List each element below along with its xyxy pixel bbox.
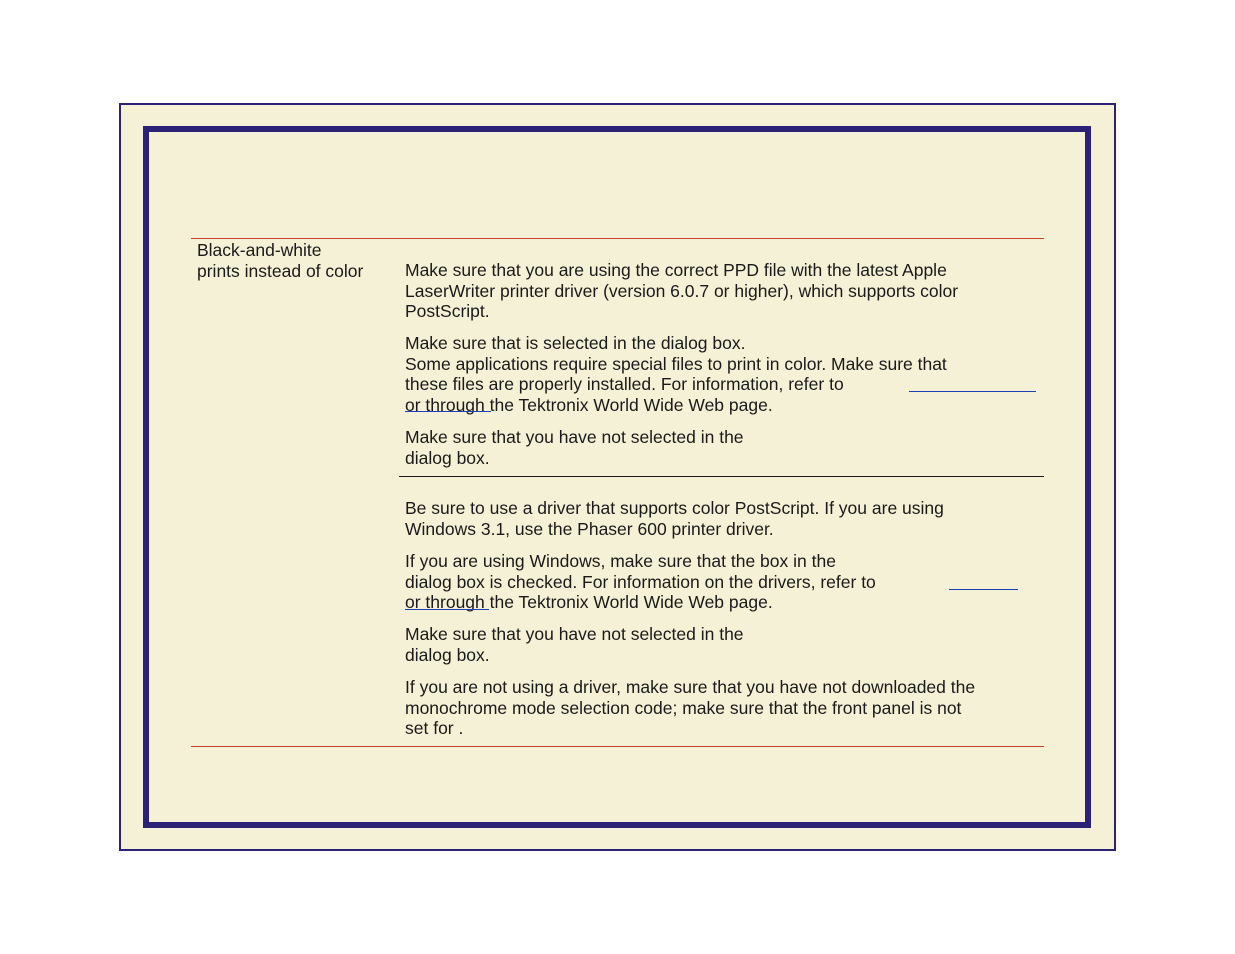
pc-reference-link[interactable] <box>949 589 1018 590</box>
mac-reference-link[interactable] <box>909 391 1036 392</box>
pc-solution-1: Be sure to use a driver that supports color PostScript. If you are using Windows 3.1, use the Phaser 600 printer driver. <box>405 498 944 539</box>
mac-solution-3: Make sure that you have not selected in the dialog box. <box>405 427 744 468</box>
pc-solution-3: Make sure that you have not selected in the dialog box. <box>405 624 744 665</box>
table-top-rule <box>191 238 1044 239</box>
mac-reference-link-continued[interactable] <box>405 411 491 412</box>
problem-cell: Black-and-white prints instead of color <box>197 240 364 281</box>
pc-solution-2: If you are using Windows, make sure that the box in the dialog box is checked. For information on the drivers, refer to or through the Tektronix World Wide Web page. <box>405 551 876 612</box>
table-bottom-rule <box>191 746 1044 747</box>
mac-solution-1: Make sure that you are using the correct PPD file with the latest Apple LaserWriter printer driver (version 6.0.7 or higher), which supports color PostScript. <box>405 260 959 321</box>
pc-reference-link-continued[interactable] <box>405 609 489 610</box>
pc-solution-4: If you are not using a driver, make sure that you have not downloaded the monochrome mode selection code; make sure that the front panel is not set for . <box>405 677 976 738</box>
mac-solution-2: Make sure that is selected in the dialog box. Some applications require special files to print in color. Make sure that these files are properly installed. For information, refer to or through the Tektronix World Wide Web page. <box>405 333 947 415</box>
section-divider <box>399 476 1044 477</box>
